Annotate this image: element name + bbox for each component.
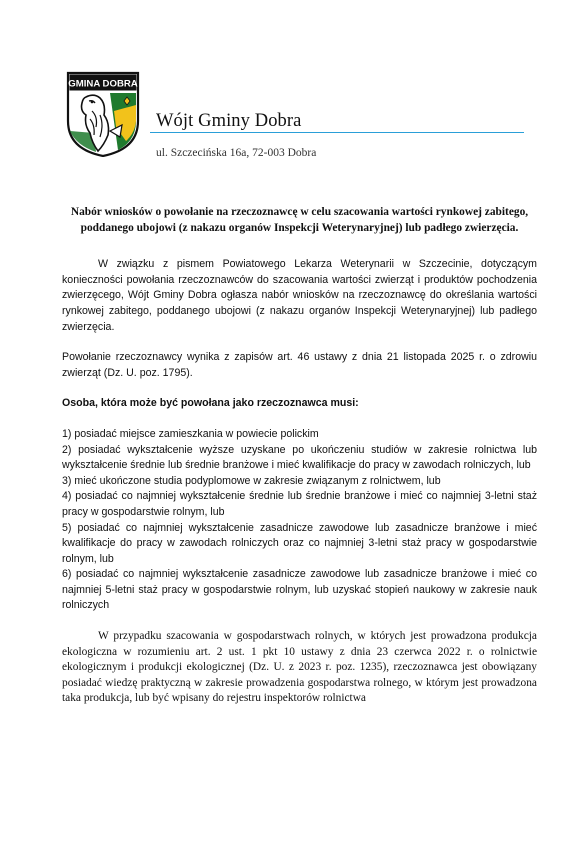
document-body [62,205,537,707]
document-title: Nabór wniosków o powołanie na rzeczoznawcę w celu szacowania wartości rynkowej zabitego, poddanego ubojowi (z nakazu organów Inspekcji Weterynaryjnej) lub padłego zwierzęcia. [70,206,529,234]
list-item: 6) posiadać co najmniej wykształcenie zasadnicze zawodowe lub zasadnicze branżowe i mieć co najmniej 5-letni staż pracy w gospodarstwie rolnym, lub uzyskać stopień naukowy w zakresie nauk rolniczych [62,568,537,612]
list-item: 3) mieć ukończone studia podyplomowe w zakresie związanym z rolnictwem, lub [62,474,441,487]
paragraph-organic-farming: W przypadku szacowania w gospodarstwach rolnych, w których jest prowadzona produkcja ekologiczna w rozumieniu art. 2 ust. 1 pkt 10 ustawy z dnia 23 czerwca 2022 r. o rolnictwie ekologicznym i produkcji ekologicznej (Dz. U. z 2023 r. poz. 1235), rzeczoznawca jest obowiązany posiadać wiedzę praktyczną w zakresie prowadzenia gospodarstwa rolnego, w którym jest prowadzona taka produkcja, lub być wpisany do rejestru inspektorów rolnictwa [62,630,537,705]
requirements-heading: Osoba, która może być powołana jako rzeczoznawca musi: [62,397,359,410]
requirements-list [62,427,537,614]
header-divider [150,132,524,133]
svg-text:GMINA DOBRA: GMINA DOBRA [68,78,138,90]
gmina-dobra-crest-logo [66,71,140,157]
paragraph-legal-basis: Powołanie rzeczoznawcy wynika z zapisów art. 46 ustawy z dnia 21 listopada 2025 r. o zdrowiu zwierząt (Dz. U. poz. 1795). [62,351,537,379]
office-title: Wójt Gminy Dobra [156,111,302,131]
list-item: 5) posiadać co najmniej wykształcenie zasadnicze zawodowe lub zasadnicze branżowe i mieć kwalifikacje do pracy w zawodach rolniczych oraz co najmniej 3-letni staż pracy w gospodarstwie rolnym, lub [62,521,537,565]
list-item: 2) posiadać wykształcenie wyższe uzyskane po ukończeniu studiów w zakresie rolnictwa lub wykształcenie średnie lub średnie branżowe i mieć kwalifikacje do pracy w zawodach rolniczych, lub [62,443,537,472]
list-item: 4) posiadać co najmniej wykształcenie średnie lub średnie branżowe i mieć co najmniej 3-letni staż pracy w gospodarstwie rolnym, lub [62,490,537,518]
paragraph-intro: W związku z pismem Powiatowego Lekarza Weterynarii w Szczecinie, dotyczącym konieczności powołania rzeczoznawców do szacowania wartości zwierząt i produktów pochodzenia zwierzęcego, Wójt Gminy Dobra ogłasza nabór wniosków na rzeczoznawcę do określania wartości rynkowej zabitego, poddanego ubojowi (z nakazu organów Inspekcji Weterynaryjnej) lub padłego zwierzęcia. [62,258,537,333]
office-address: ul. Szczecińska 16a, 72-003 Dobra [156,147,317,159]
list-item: 1) posiadać miejsce zamieszkania w powiecie polickim [62,427,319,440]
